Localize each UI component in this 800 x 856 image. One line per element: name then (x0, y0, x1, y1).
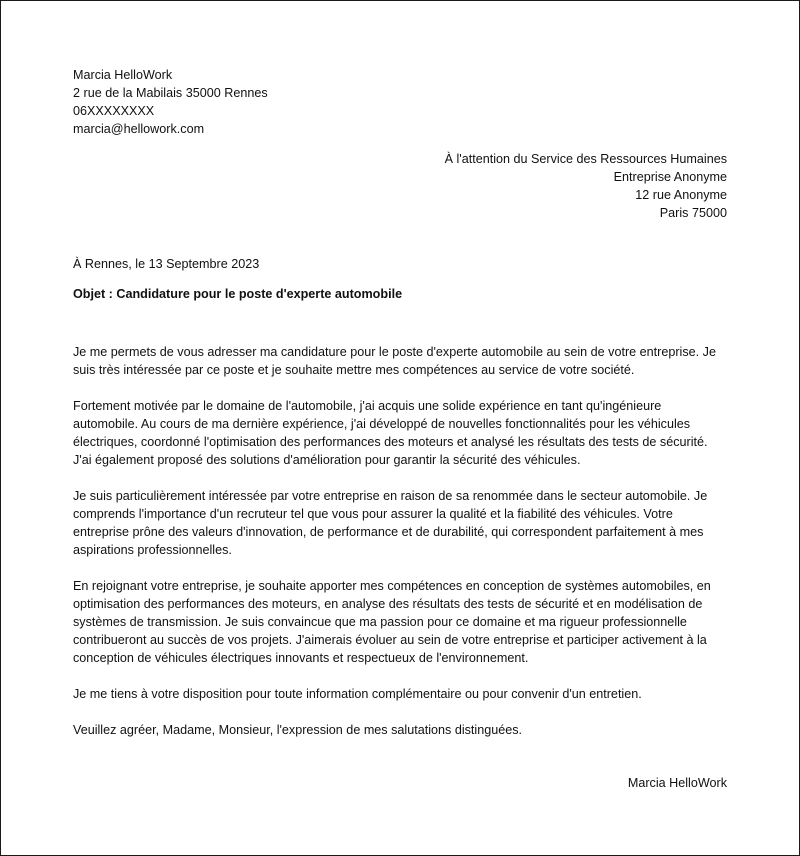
paragraph-line: Je suis particulièrement intéressée par votre entreprise en raison de sa renommée dans le secteur automobile. Je (73, 489, 708, 503)
paragraph-line: contribueront au succès de vos projets. J'aimerais évoluer au sein de votre entreprise et participer activement à la (73, 633, 707, 647)
paragraph-line: suis très intéressée par ce poste et je souhaite mettre mes compétences au service de votre société. (73, 363, 635, 377)
recipient-attention: À l'attention du Service des Ressources Humaines (444, 152, 727, 166)
signature: Marcia HelloWork (627, 776, 727, 790)
paragraph (73, 487, 733, 559)
paragraph (73, 397, 733, 469)
date-line: À Rennes, le 13 Septembre 2023 (73, 257, 260, 271)
paragraph-line: conception de véhicules électriques innovants et respectueux de l'environnement. (73, 651, 529, 665)
paragraph-line: aspirations professionnelles. (73, 543, 232, 557)
letter-body (73, 343, 733, 757)
paragraph-line: entreprise prône des valeurs d'innovation, de performance et de durabilité, qui correspondent parfaitement à mes (73, 525, 704, 539)
paragraph-line: Je me tiens à votre disposition pour toute information complémentaire ou pour convenir d'un entretien. (73, 687, 642, 701)
recipient-company: Entreprise Anonyme (613, 170, 727, 184)
sender-name: Marcia HelloWork (73, 68, 173, 82)
paragraph-line: optimisation des performances des moteurs, en analyse des résultats des tests de sécurité et en modélisation de (73, 597, 703, 611)
recipient-street: 12 rue Anonyme (635, 188, 727, 202)
paragraph-line: En rejoignant votre entreprise, je souhaite apporter mes compétences en conception de systèmes automobiles, en (73, 579, 711, 593)
paragraph (73, 343, 733, 379)
subject-line: Objet : Candidature pour le poste d'experte automobile (73, 287, 403, 301)
paragraph-line: automobile. Au cours de ma dernière expérience, j'ai développé de nouvelles fonctionnalités pour les véhicules (73, 417, 691, 431)
sender-block (73, 66, 473, 138)
paragraph (73, 577, 733, 667)
sender-phone: 06XXXXXXXX (73, 104, 155, 118)
paragraph-line: électriques, coordonné l'optimisation des performances des moteurs et analysé les résultats des tests de sécurité. (73, 435, 708, 449)
paragraph-line: Fortement motivée par le domaine de l'automobile, j'ai acquis une solide expérience en tant qu'ingénieure (73, 399, 662, 413)
sender-email: marcia@hellowork.com (73, 122, 205, 136)
paragraph-line: Je me permets de vous adresser ma candidature pour le poste d'experte automobile au sein de votre entreprise. Je (73, 345, 716, 359)
paragraph-line: comprends l'importance d'un recruteur tel que vous pour assurer la qualité et la fiabilité des véhicules. Votre (73, 507, 673, 521)
paragraph-line: J'ai également proposé des solutions d'amélioration pour garantir la sécurité des véhicules. (73, 453, 581, 467)
recipient-city: Paris 75000 (659, 206, 727, 220)
paragraph (73, 685, 733, 703)
paragraph-line: Veuillez agréer, Madame, Monsieur, l'expression de mes salutations distinguées. (73, 723, 523, 737)
sender-address: 2 rue de la Mabilais 35000 Rennes (73, 86, 268, 100)
paragraph-line: systèmes de transmission. Je suis convaincue que ma passion pour ce domaine et ma rigueur professionnelle (73, 615, 687, 629)
recipient-block (307, 150, 727, 222)
paragraph (73, 721, 733, 739)
